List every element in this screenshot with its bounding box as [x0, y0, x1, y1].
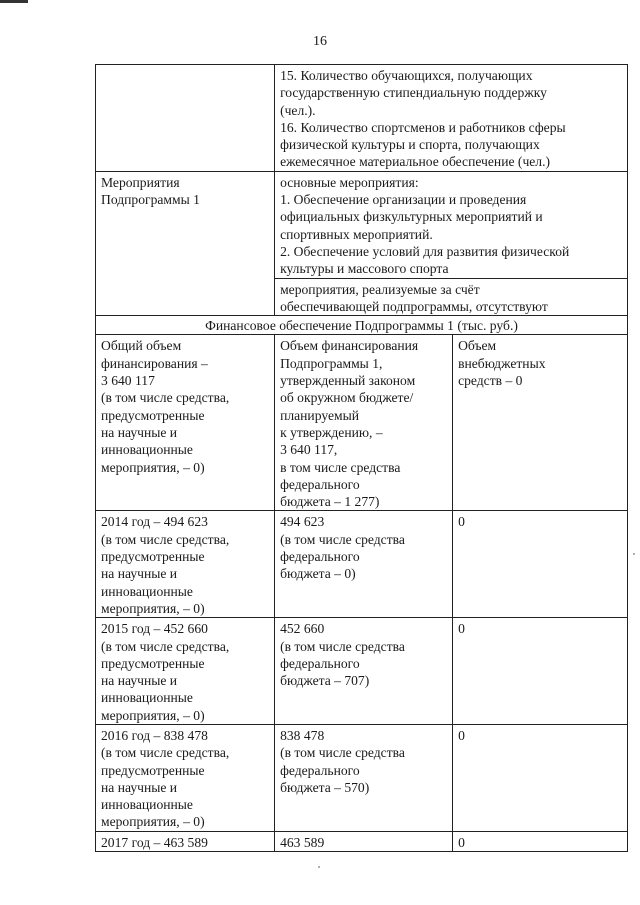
year-budget-cell [275, 511, 453, 618]
year-budget-line: федерального [280, 549, 360, 565]
indicators-cell [275, 65, 628, 172]
measure-line: 2. Обеспечение условий для развития физической [280, 243, 570, 259]
year-extra-cell [453, 511, 628, 618]
year-total-cell [96, 511, 275, 618]
year-total-line: мероприятия, – 0) [101, 814, 205, 830]
year-budget-line: (в том числе средства [280, 638, 405, 654]
year-extra-cell [453, 831, 628, 851]
indicator-line: ежемесячное материальное обеспечение (чел.) [280, 154, 551, 170]
year-extra-value: 0 [458, 727, 465, 743]
year-budget-cell [275, 618, 453, 725]
year-total-line: предусмотренные [101, 762, 205, 778]
year-total-line: инновационные [101, 583, 193, 599]
year-total-line: (в том числе средства, [101, 531, 230, 547]
finance-approved-line: Подпрограммы 1, [280, 355, 383, 371]
year-budget-line: 838 478 [280, 727, 325, 743]
year-total-line: предусмотренные [101, 655, 205, 671]
measure-line: официальных физкультурных мероприятий и [280, 209, 543, 225]
year-budget-line: федерального [280, 655, 360, 671]
year-total-line: на научные и [101, 779, 178, 795]
finance-total-line: на научные и [101, 424, 178, 440]
year-row-2016 [96, 724, 628, 831]
measures-label-line: Подпрограммы 1 [101, 192, 200, 208]
year-extra-value: 0 [458, 621, 465, 637]
indicator-line: государственную стипендиальную поддержку [280, 85, 547, 101]
finance-total-line: Общий объем [101, 338, 182, 354]
year-total-line: предусмотренные [101, 549, 205, 565]
year-budget-line: 452 660 [280, 621, 325, 637]
finance-approved-line: федерального [280, 476, 360, 492]
measures-label-line: Мероприятия [101, 174, 180, 190]
scan-speck [633, 553, 635, 555]
scan-mark [0, 0, 28, 3]
indicators-left-cell [96, 65, 275, 172]
year-total-line: на научные и [101, 566, 178, 582]
finance-approved-line: утвержденный законом [280, 373, 416, 389]
year-budget-line: (в том числе средства [280, 745, 405, 761]
year-budget-line: (в том числе средства [280, 531, 405, 547]
finance-approved-line: об окружном бюджете/ [280, 390, 414, 406]
year-row-2015 [96, 618, 628, 725]
finance-total-line: (в том числе средства, [101, 390, 230, 406]
indicator-line: 15. Количество обучающихся, получающих [280, 68, 533, 83]
year-extra-cell [453, 724, 628, 831]
finance-total-line: 3 640 117 [101, 373, 155, 389]
year-total-line: инновационные [101, 690, 193, 706]
finance-total-cell [96, 335, 275, 511]
measure-extra-line: обеспечивающей подпрограммы, отсутствуют [280, 298, 548, 314]
finance-approved-line: бюджета – 1 277) [280, 494, 380, 510]
finance-approved-line: к утверждению, – [280, 424, 383, 440]
finance-extra-line: внебюджетных [458, 355, 546, 371]
measures-label-cell [96, 171, 275, 315]
indicator-line: 16. Количество спортсменов и работников сферы [280, 119, 566, 135]
finance-approved-line: Объем финансирования [280, 338, 419, 354]
year-extra-cell [453, 618, 628, 725]
year-total-line: 2014 год – 494 623 [101, 514, 208, 530]
year-total-cell [96, 831, 275, 851]
year-total-line: 2015 год – 452 660 [101, 621, 208, 637]
measures-main-cell [275, 171, 628, 278]
year-extra-value: 0 [458, 834, 465, 850]
finance-approved-line: 3 640 117, [280, 442, 338, 458]
year-total-cell [96, 618, 275, 725]
measures-extra-cell [275, 278, 628, 316]
year-budget-line: 494 623 [280, 514, 325, 530]
finance-total-line: инновационные [101, 442, 193, 458]
year-total-line: (в том числе средства, [101, 745, 230, 761]
year-total-cell [96, 724, 275, 831]
finance-approved-line: планируемый [280, 407, 359, 423]
measure-line: спортивных мероприятий. [280, 226, 433, 242]
measure-line: 1. Обеспечение организации и проведения [280, 192, 527, 208]
finance-extra-line: Объем [458, 338, 497, 354]
finance-total-line: мероприятия, – 0) [101, 459, 205, 475]
finance-header-row [96, 316, 628, 335]
year-budget-cell [275, 724, 453, 831]
measure-line: основные мероприятия: [280, 174, 419, 190]
finance-total-line: финансирования – [101, 355, 208, 371]
indicator-line: (чел.). [280, 102, 316, 118]
year-budget-line: бюджета – 570) [280, 779, 370, 795]
measure-line: культуры и массового спорта [280, 261, 449, 277]
indicator-line: физической культуры и спорта, получающих [280, 137, 540, 153]
indicators-row [96, 65, 628, 172]
finance-extra-cell [453, 335, 628, 511]
year-total-line: 2016 год – 838 478 [101, 727, 208, 743]
year-row-2017 [96, 831, 628, 851]
year-budget-line: бюджета – 0) [280, 566, 356, 582]
year-budget-line: федерального [280, 762, 360, 778]
finance-header: Финансовое обеспечение Подпрограммы 1 (тыс. руб.) [96, 316, 628, 335]
year-total-line: мероприятия, – 0) [101, 600, 205, 616]
year-total-line: 2017 год – 463 589 [101, 834, 208, 850]
finance-approved-cell [275, 335, 453, 511]
year-budget-line: 463 589 [280, 834, 325, 850]
measures-row [96, 171, 628, 278]
page-number: 16 [313, 34, 327, 49]
finance-total-line: предусмотренные [101, 407, 205, 423]
year-total-line: инновационные [101, 797, 193, 813]
year-budget-line: бюджета – 707) [280, 673, 370, 689]
finance-extra-line: средств – 0 [458, 373, 523, 389]
finance-columns-row [96, 335, 628, 511]
year-total-line: на научные и [101, 673, 178, 689]
year-budget-cell [275, 831, 453, 851]
year-row-2014 [96, 511, 628, 618]
year-extra-value: 0 [458, 514, 465, 530]
year-total-line: (в том числе средства, [101, 638, 230, 654]
year-total-line: мероприятия, – 0) [101, 707, 205, 723]
scan-speck [318, 866, 320, 868]
measure-extra-line: мероприятия, реализуемые за счёт [280, 281, 480, 297]
finance-approved-line: в том числе средства [280, 459, 401, 475]
subprogram-passport-table [95, 64, 628, 852]
